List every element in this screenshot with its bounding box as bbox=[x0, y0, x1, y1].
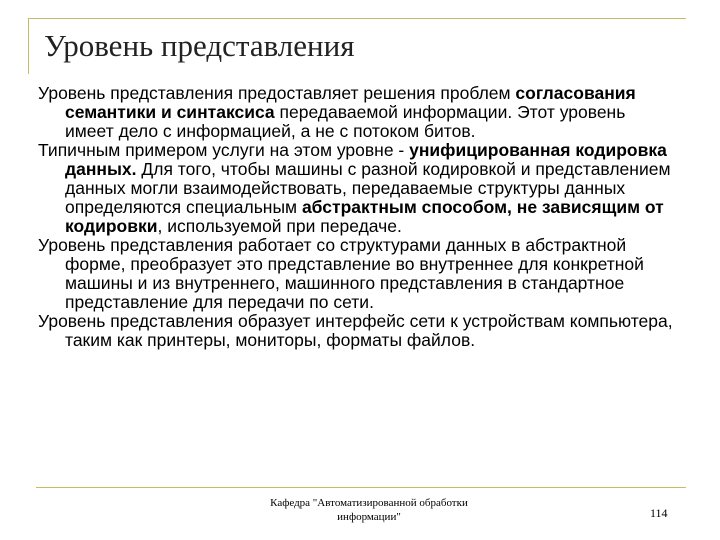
paragraph-4-text-1: Уровень представления образует интерфейс сети к устройствам компьютера, таким как принтеры, мониторы, форматы файлов. bbox=[38, 311, 673, 350]
paragraph-2-text-2: Для того, чтобы машины с разной кодировкой и представлением данных могли взаимодействовать, передаваемые структуры данных определяются специальным bbox=[65, 159, 671, 217]
footer-department bbox=[250, 496, 488, 524]
paragraph-2-bold-1: унифицированная кодировка данных. bbox=[65, 140, 667, 179]
title-frame-left-line bbox=[28, 18, 29, 74]
slide-title: Уровень представления bbox=[44, 28, 355, 63]
footer-line-2: информации" bbox=[337, 511, 401, 523]
page-number: 114 bbox=[650, 506, 668, 520]
paragraph-1-bold-1: согласования семантики и синтаксиса bbox=[65, 83, 636, 122]
paragraph-2-text-3: , используемой при передаче. bbox=[157, 216, 402, 236]
footer-line-1: Кафедра "Автоматизированной обработки bbox=[270, 497, 468, 509]
paragraph-2-text-1: Типичным примером услуги на этом уровне - bbox=[38, 140, 410, 160]
paragraph-3 bbox=[38, 236, 678, 312]
paragraph-2-bold-2: абстрактным способом, не зависящим от кодировки bbox=[65, 197, 664, 236]
paragraph-3-text-1: Уровень представления работает со структурами данных в абстрактной форме, преобразует это представление во внутреннее для конкретной машины и из внутреннего, машинного представления в стандартное представление для передачи по сети. bbox=[38, 235, 644, 312]
paragraph-1-text-2: передаваемой информации. Этот уровень имеет дело с информацией, а не с потоком битов. bbox=[65, 102, 626, 141]
paragraph-1-text-1: Уровень представления предоставляет решения проблем bbox=[38, 83, 516, 103]
footer-divider bbox=[36, 487, 686, 488]
paragraph-2 bbox=[38, 141, 678, 236]
title-frame-top-line bbox=[28, 18, 686, 19]
slide-body bbox=[38, 84, 678, 350]
paragraph-1 bbox=[38, 84, 678, 141]
paragraph-4 bbox=[38, 312, 678, 350]
